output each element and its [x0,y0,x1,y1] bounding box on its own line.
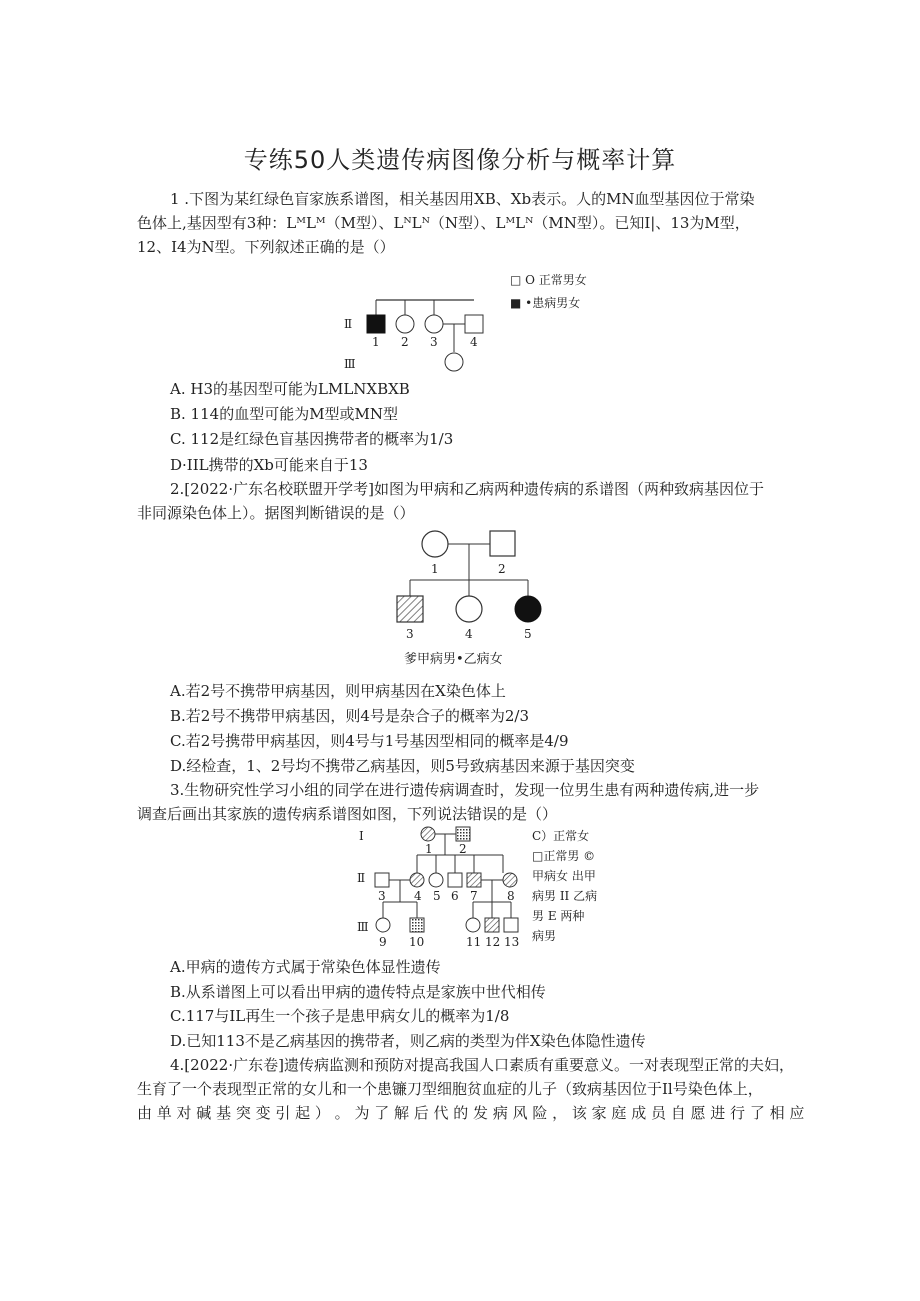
q1-option-b: B. 114的血型可能为M型或MN型 [170,405,399,423]
q3-legend-line-2: □正常男 © [532,849,596,863]
q1-label-4: 4 [470,335,478,349]
q1-ind-2-normal-female [396,315,414,333]
q1-gen3-label: Ⅲ [344,357,356,371]
q2-option-c: C.若2号携带甲病基因，则4号与1号基因型相同的概率是4/9 [170,732,569,750]
q3-ind-II4-disease-a-female [410,873,424,887]
q2-label-3: 3 [406,627,414,641]
q3-gen2-label: Ⅱ [357,871,366,885]
q3-ind-II3-normal-male [375,873,389,887]
q3-label-10: 10 [409,935,425,949]
q3-legend-line-3: 甲病女 出甲 [532,869,596,883]
q3-legend-line-5: 男 E 两种 [532,909,585,923]
q3-pedigree [355,826,530,951]
q3-option-b: B.从系谱图上可以看出甲病的遗传特点是家族中世代相传 [170,983,546,1001]
q1-ind-3-normal-female [425,315,443,333]
page-title: 专练50人类遗传病图像分析与概率计算 [243,146,677,174]
q1-ind-4-normal-male [465,315,483,333]
q3-label-2: 2 [459,842,467,856]
q3-label-1: 1 [425,842,433,856]
q3-ind-II7-disease-a-male [467,873,481,887]
q1-ind-III-normal-female [445,353,463,371]
q3-label-4: 4 [414,889,422,903]
q1-legend-normal: □ O 正常男女 [510,273,587,287]
q3-option-c: C.117与IL再生一个孩子是患甲病女儿的概率为1/8 [170,1007,510,1025]
q3-ind-III12-disease-a-male [485,918,499,932]
q3-label-13: 13 [504,935,520,949]
q2-label-4: 4 [465,627,473,641]
q2-label-1: 1 [431,562,439,576]
q3-label-3: 3 [378,889,386,903]
q2-stem-line2: 非同源染色体上）。据图判断错误的是（） [137,504,415,522]
q1-legend-affected: ■ •患病男女 [510,296,581,310]
q3-label-11: 11 [466,935,482,949]
q2-ind-2-normal-male [490,531,515,556]
q1-option-c: C. 112是红绿色盲基因携带者的概率为1/3 [170,430,454,448]
q2-ind-3-disease-a-male [397,596,423,622]
q3-ind-I1-disease-a-female [421,827,435,841]
q3-stem-line1: 3.生物研究性学习小组的同学在进行遗传病调查时，发现一位男生患有两种遗传病,进一步 [170,781,760,799]
q1-option-a: A. H3的基因型可能为LMLNXBXB [170,380,410,398]
q3-ind-II5-normal-female [429,873,443,887]
q1-stem-line3: 12、I4为N型。下列叙述正确的是（） [137,238,395,256]
q3-gen1-label: I [359,829,364,843]
q3-ind-III9-normal-female [376,918,390,932]
q3-ind-I2-both-male [456,827,470,841]
q3-label-7: 7 [470,889,478,903]
q1-pedigree [340,290,500,385]
q1-stem-line2: 色体上,基因型有3种：LᴹLᴹ（M型）、LᴺLᴺ（N型）、LᴹLᴺ（MN型）。已知I|、13为M型， [137,214,750,232]
q3-option-d: D.已知113不是乙病基因的携带者，则乙病的类型为伴X染色体隐性遗传 [170,1032,646,1050]
q2-pedigree [380,528,560,643]
q2-option-b: B.若2号不携带甲病基因，则4号是杂合子的概率为2/3 [170,707,530,725]
q4-stem-line1: 4.[2022·广东卷]遗传病监测和预防对提高我国人口素质有重要意义。一对表现型正常的夫妇， [170,1056,794,1074]
q3-label-8: 8 [507,889,515,903]
q4-stem-line2: 生育了一个表现型正常的女儿和一个患镰刀型细胞贫血症的儿子（致病基因位于Il号染色体上， [137,1080,763,1098]
q3-legend [532,826,597,946]
q1-stem-line1: 1 .下图为某红绿色盲家族系谱图，相关基因用XB、Xb表示。人的MN血型基因位于常染 [170,190,755,208]
q3-ind-III10-both-male [410,918,424,932]
q3-ind-II8-disease-a-female [503,873,517,887]
q1-label-1: 1 [372,335,380,349]
q3-ind-III11-normal-female [466,918,480,932]
q2-legend-caption: 爹甲病男•乙病女 [404,652,503,667]
q3-label-5: 5 [433,889,441,903]
q2-stem-line1: 2.[2022·广东名校联盟开学考]如图为甲病和乙病两种遗传病的系谱图（两种致病基因位于 [170,480,764,498]
q3-legend-line-1: C）正常女 [532,829,590,843]
q3-legend-line-6: 病男 [532,929,557,943]
q1-label-2: 2 [401,335,409,349]
q2-option-d: D.经检查，1、2号均不携带乙病基因，则5号致病基因来源于基因突变 [170,757,635,775]
q3-ind-II6-normal-male [448,873,462,887]
q1-label-3: 3 [430,335,438,349]
q4-stem-line3: 由 单 对 碱 基 突 变 引 起 ） 。 为 了 解 后 代 的 发 病 风 险 ， 该 家 庭 成 员 自 愿 进 行 了 相 应 [137,1104,805,1122]
q3-stem-line2: 调查后画出其家族的遗传病系谱图如图，下列说法错误的是（） [137,805,558,823]
q3-legend-line-4: 病男 II 乙病 [532,889,598,903]
q3-ind-III13-normal-male [504,918,518,932]
q2-ind-5-disease-b-female [515,596,541,622]
q3-option-a: A.甲病的遗传方式属于常染色体显性遗传 [170,958,441,976]
q1-option-d: D·IIL携带的Xb可能来自于13 [170,456,368,474]
q2-label-2: 2 [498,562,506,576]
q1-ind-1-affected-male [367,315,385,333]
q2-ind-4-normal-female [456,596,482,622]
q1-gen2-label: Ⅱ [344,317,353,331]
q3-label-9: 9 [379,935,387,949]
q2-option-a: A.若2号不携带甲病基因，则甲病基因在X染色体上 [170,682,506,700]
q2-label-5: 5 [524,627,532,641]
q2-ind-1-normal-female [422,531,448,557]
q3-gen3-label: Ⅲ [357,920,369,934]
q3-label-6: 6 [451,889,459,903]
q3-label-12: 12 [485,935,501,949]
